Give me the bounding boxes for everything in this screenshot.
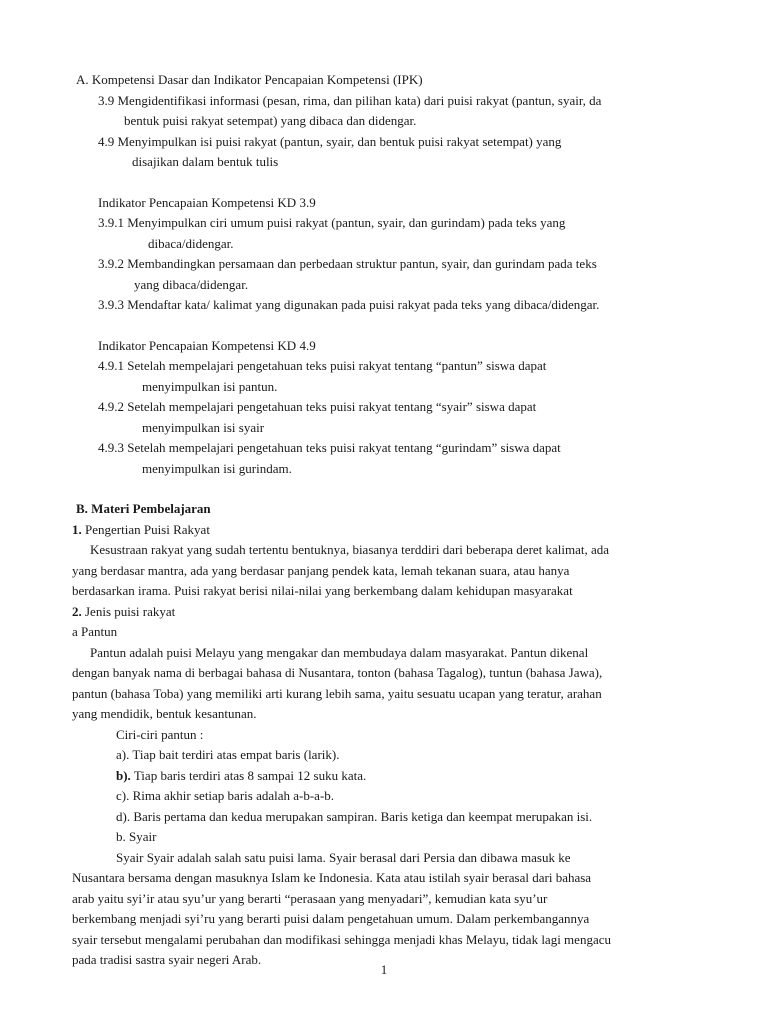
kd-3-9-cont: bentuk puisi rakyat setempat) yang dibaca dan didengar. bbox=[124, 113, 417, 128]
syair-heading: b. Syair bbox=[116, 829, 157, 844]
ipk-3-9-1-cont: dibaca/didengar. bbox=[148, 235, 234, 251]
kd-4-9-cont: disajikan dalam bentuk tulis bbox=[132, 154, 279, 169]
pantun-heading: a Pantun bbox=[72, 624, 118, 639]
ipk-4-9-3: 4.9.3 Setelah mempelajari pengetahuan teks puisi rakyat tentang “gurindam” siswa dapat bbox=[98, 440, 561, 455]
pantun-line-2: dengan banyak nama di berbagai bahasa di Nusantara, tonton (bahasa Tagalog), tuntun (bahasa Jawa), bbox=[72, 665, 603, 680]
ipk-4-9-1-cont: menyimpulkan isi pantun. bbox=[142, 378, 278, 394]
kd-4-9: 4.9 Menyimpulkan isi puisi rakyat (pantun, syair, dan bentuk puisi rakyat setempat) yang bbox=[98, 133, 562, 149]
ipk-4-9-1: 4.9.1 Setelah mempelajari pengetahuan teks puisi rakyat tentang “pantun” siswa dapat bbox=[98, 358, 547, 373]
syair-line-5: syair tersebut mengalami perubahan dan modifikasi sehingga menjadi khas Melayu, tidak lagi mengacu bbox=[72, 931, 611, 947]
syair-line-6: pada tradisi sastra syair negeri Arab. bbox=[72, 952, 262, 967]
ciri-pantun-item: b). Tiap baris terdiri atas 8 sampai 12 suku kata. bbox=[116, 767, 367, 783]
ipk-3-9-1: 3.9.1 Menyimpulkan ciri umum puisi rakyat (pantun, syair, dan gurindam) pada teks yang bbox=[98, 215, 566, 230]
ipk-3-9-title: Indikator Pencapaian Kompetensi KD 3.9 bbox=[98, 194, 316, 210]
para-pengertian-line-3: berdasarkan irama. Puisi rakyat berisi nilai-nilai yang berkembang dalam kehidupan masyarakat bbox=[72, 583, 573, 598]
subheading-jenis: 2. Jenis puisi rakyat bbox=[72, 603, 176, 619]
syair-line-4: berkembang menjadi syi’ru yang berarti puisi dalam pengetahuan umum. Dalam perkembangannya bbox=[72, 911, 590, 926]
para-pengertian-line-1: Kesustraan rakyat yang sudah tertentu bentuknya, biasanya terddiri dari beberapa deret kalimat, ada bbox=[90, 542, 610, 557]
syair-line-1: Syair Syair adalah salah satu puisi lama. Syair berasal dari Persia dan dibawa masuk ke bbox=[116, 849, 571, 865]
ipk-4-9-2-cont: menyimpulkan isi syair bbox=[142, 419, 265, 435]
pantun-line-3: pantun (bahasa Toba) yang memiliki arti kurang lebih sama, yaitu sesuatu ucapan yang teratur, arahan bbox=[72, 685, 602, 701]
para-pengertian-line-2: yang berdasar mantra, ada yang berdasar panjang pendek kata, lemah tekanan suara, atau hanya bbox=[72, 562, 570, 578]
document-body bbox=[72, 70, 697, 971]
ipk-3-9-2: 3.9.2 Membandingkan persamaan dan perbedaan struktur pantun, syair, dan gurindam pada teks bbox=[98, 256, 597, 271]
ipk-4-9-2: 4.9.2 Setelah mempelajari pengetahuan teks puisi rakyat tentang “syair” siswa dapat bbox=[98, 399, 537, 414]
ipk-3-9-3: 3.9.3 Mendaftar kata/ kalimat yang digunakan pada puisi rakyat pada teks yang dibaca/didengar. bbox=[98, 297, 600, 312]
pantun-line-4: yang mendidik, bentuk kesantunan. bbox=[72, 706, 257, 721]
ipk-4-9-title: Indikator Pencapaian Kompetensi KD 4.9 bbox=[98, 337, 316, 353]
ciri-pantun-item: a). Tiap bait terdiri atas empat baris (larik). bbox=[116, 747, 340, 762]
kd-3-9: 3.9 Mengidentifikasi informasi (pesan, rima, dan pilihan kata) dari puisi rakyat (pantun, syair, da bbox=[98, 92, 602, 108]
ipk-4-9-3-cont: menyimpulkan isi gurindam. bbox=[142, 460, 292, 476]
syair-line-2: Nusantara bersama dengan masuknya Islam ke Indonesia. Kata atau istilah syair berasal dari bahasa bbox=[72, 870, 592, 885]
page-number: 1 bbox=[380, 962, 388, 977]
section-b-heading: B. Materi Pembelajaran bbox=[76, 501, 211, 516]
section-a-heading: A. Kompetensi Dasar dan Indikator Pencapaian Kompetensi (IPK) bbox=[76, 72, 423, 87]
subheading-pengertian: 1. Pengertian Puisi Rakyat bbox=[72, 521, 210, 537]
ciri-pantun-item: c). Rima akhir setiap baris adalah a-b-a-b. bbox=[116, 788, 335, 803]
syair-line-3: arab yaitu syi’ir atau syu’ur yang berarti “perasaan yang menyadari”, kemudian kata syu’ur bbox=[72, 890, 548, 906]
ciri-pantun-item: d). Baris pertama dan kedua merupakan sampiran. Baris ketiga dan keempat merupakan isi. bbox=[116, 808, 593, 824]
ipk-3-9-2-cont: yang dibaca/didengar. bbox=[134, 276, 249, 292]
pantun-line-1: Pantun adalah puisi Melayu yang mengakar dan membudaya dalam masyarakat. Pantun dikenal bbox=[90, 644, 589, 660]
ciri-pantun-title: Ciri-ciri pantun : bbox=[116, 726, 204, 742]
